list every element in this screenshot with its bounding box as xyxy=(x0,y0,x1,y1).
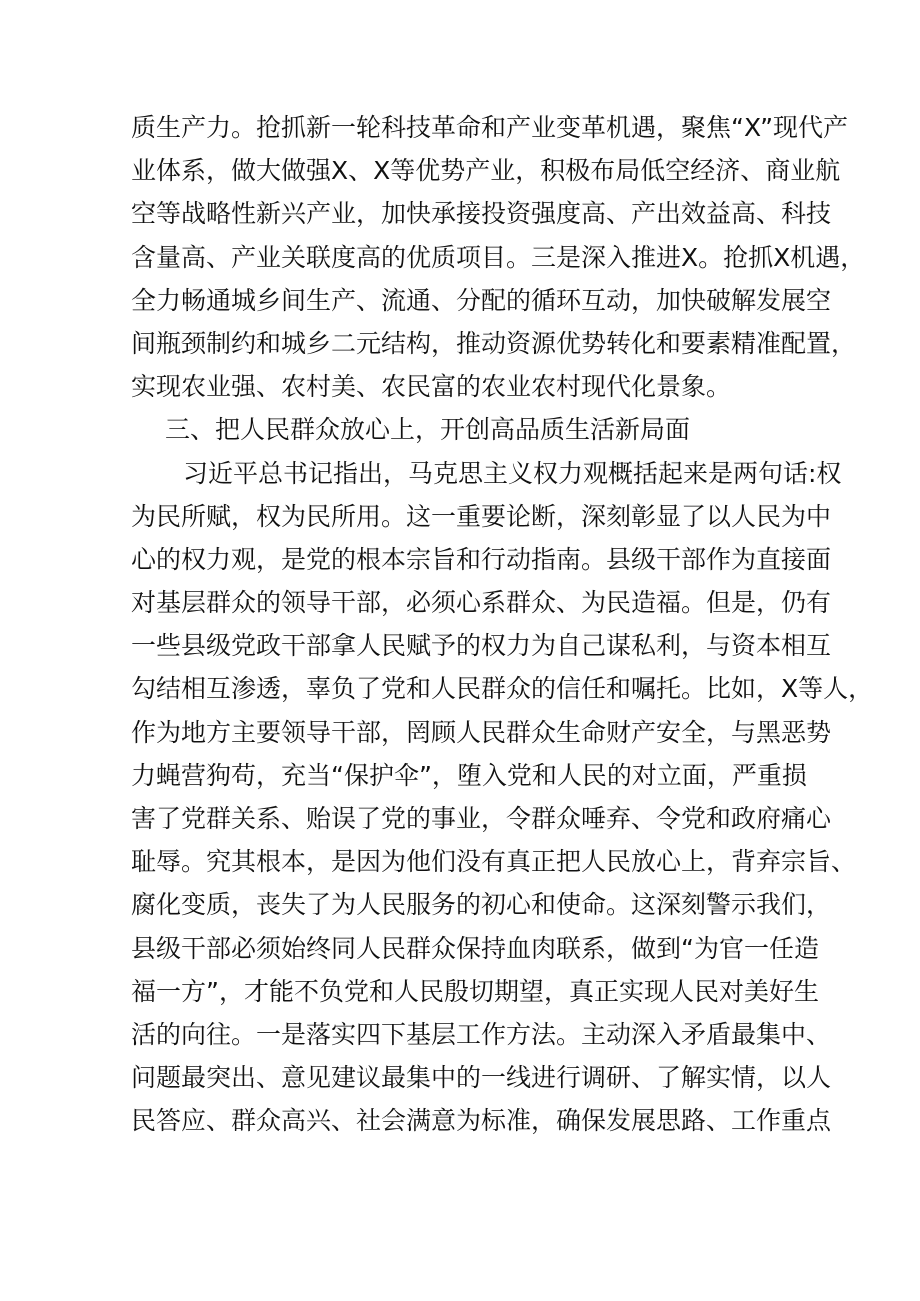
text-line: 作为地方主要领导干部，罔顾人民群众生命财产安全，与黑恶势 xyxy=(131,717,832,747)
text-line: 习近平总书记指出，马克思主义权力观概括起来是两句话:权 xyxy=(183,458,842,488)
text-line: 勾结相互渗透，辜负了党和人民群众的信任和嘱托。比如，X等人， xyxy=(131,674,874,704)
text-line: 空等战略性新兴产业，加快承接投资强度高、产出效益高、科技 xyxy=(131,199,832,229)
text-line: 为民所赋，权为民所用。这一重要论断，深刻彰显了以人民为中 xyxy=(131,501,832,531)
section-heading: 三、把人民群众放心上，开创高品质生活新局面 xyxy=(165,415,691,445)
text-line: 问题最突出、意见建议最集中的一线进行调研、了解实情，以人 xyxy=(131,1063,832,1093)
text-line: 全力畅通城乡间生产、流通、分配的循环互动，加快破解发展空 xyxy=(131,285,832,315)
text-line: 对基层群众的领导干部，必须心系群众、为民造福。但是，仍有 xyxy=(131,588,832,618)
text-line: 民答应、群众高兴、社会满意为标准，确保发展思路、工作重点 xyxy=(131,1106,832,1136)
text-line: 实现农业强、农村美、农民富的农业农村现代化景象。 xyxy=(131,372,732,402)
text-line: 耻辱。究其根本，是因为他们没有真正把人民放心上，背弃宗旨、 xyxy=(131,847,857,877)
text-line: 质生产力。抢抓新一轮科技革命和产业变革机遇，聚焦“X”现代产 xyxy=(131,113,849,142)
text-line: 含量高、产业关联度高的优质项目。三是深入推进X。抢抓X机遇， xyxy=(131,242,866,272)
text-line: 活的向往。一是落实四下基层工作方法。主动深入矛盾最集中、 xyxy=(131,1019,832,1049)
paragraph xyxy=(131,106,866,408)
text-line: 力蝇营狗苟，充当“保护伞”，堕入党和人民的对立面，严重损 xyxy=(131,760,807,790)
text-line: 害了党群关系、贻误了党的事业，令群众唾弃、令党和政府痛心 xyxy=(131,804,832,833)
text-line: 业体系，做大做强X、X等优势产业，积极布局低空经济、商业航 xyxy=(131,156,841,186)
document-body xyxy=(131,106,874,1143)
text-line: 间瓶颈制约和城乡二元结构，推动资源优势转化和要素精准配置， xyxy=(131,328,857,358)
text-line: 福一方”，才能不负党和人民殷切期望，真正实现人民对美好生 xyxy=(131,976,819,1006)
text-line: 心的权力观，是党的根本宗旨和行动指南。县级干部作为直接面 xyxy=(131,544,832,574)
text-line: 一些县级党政干部拿人民赋予的权力为自己谋私利，与资本相互 xyxy=(131,631,832,661)
text-line: 腐化变质，丧失了为人民服务的初心和使命。这深刻警示我们， xyxy=(131,890,832,920)
paragraph xyxy=(131,452,874,1143)
text-line: 县级干部必须始终同人民群众保持血肉联系，做到“为官一任造 xyxy=(131,933,819,963)
